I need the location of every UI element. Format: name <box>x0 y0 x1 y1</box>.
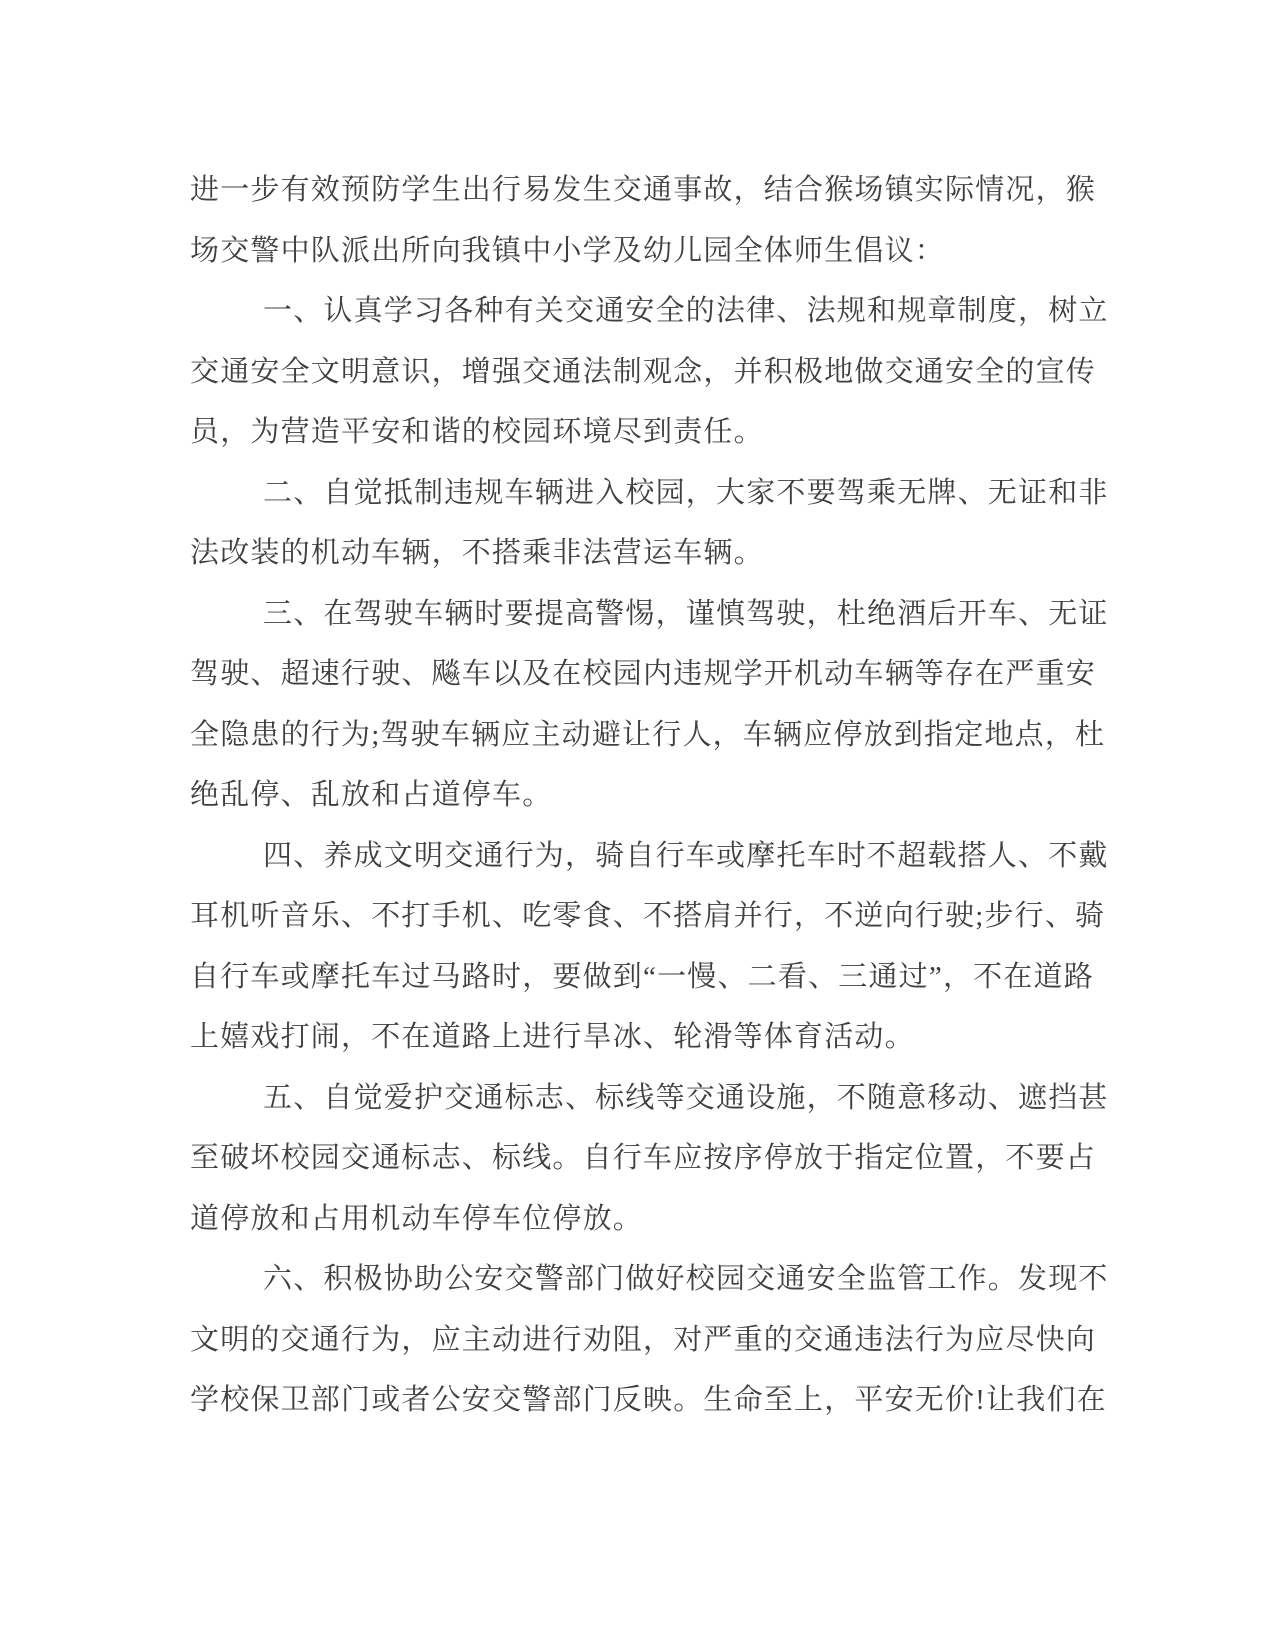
text-line: 自行车或摩托车过马路时，要做到“一慢、二看、三通过”，不在道路 <box>190 960 1094 993</box>
text-line: 耳机听音乐、不打手机、吃零食、不搭肩并行，不逆向行驶;步行、骑 <box>190 900 1106 932</box>
document-body <box>190 160 1125 1431</box>
text-line: 驾驶、超速行驶、飚车以及在校园内违规学开机动车辆等存在严重安 <box>190 658 1097 690</box>
text-line: 法改装的机动车辆，不搭乘非法营运车辆。 <box>190 537 764 569</box>
text-line: 员，为营造平安和谐的校园环境尽到责任。 <box>190 416 764 448</box>
text-line: 三、在驾驶车辆时要提高警惕，谨慎驾驶，杜绝酒后开车、无证 <box>263 597 1109 630</box>
text-line: 文明的交通行为，应主动进行劝阻，对严重的交通违法行为应尽快向 <box>190 1323 1097 1356</box>
text-line: 进一步有效预防学生出行易发生交通事故，结合猴场镇实际情况，猴 <box>190 174 1097 206</box>
text-line: 二、自觉抵制违规车辆进入校园，大家不要驾乘无牌、无证和非 <box>263 476 1109 509</box>
text-line: 上嬉戏打闹，不在道路上进行旱冰、轮滑等体育活动。 <box>190 1021 915 1053</box>
text-line: 六、积极协助公安交警部门做好校园交通安全监管工作。发现不 <box>263 1263 1109 1295</box>
text-line: 道停放和占用机动车停车位停放。 <box>190 1202 644 1235</box>
text-line: 至破坏校园交通标志、标线。自行车应按序停放于指定位置，不要占 <box>190 1142 1097 1174</box>
text-line: 一、认真学习各种有关交通安全的法律、法规和规章制度，树立 <box>263 295 1109 327</box>
text-line: 绝乱停、乱放和占道停车。 <box>190 779 553 811</box>
text-line: 场交警中队派出所向我镇中小学及幼儿园全体师生倡议： <box>190 234 946 267</box>
text-line: 全隐患的行为;驾驶车辆应主动避让行人，车辆应停放到指定地点，杜 <box>190 718 1106 751</box>
text-line: 四、养成文明交通行为，骑自行车或摩托车时不超载搭人、不戴 <box>263 839 1109 872</box>
text-line: 交通安全文明意识，增强交通法制观念，并积极地做交通安全的宣传 <box>190 355 1097 388</box>
text-line: 五、自觉爱护交通标志、标线等交通设施，不随意移动、遮挡甚 <box>263 1081 1109 1114</box>
text-line: 学校保卫部门或者公安交警部门反映。生命至上，平安无价!让我们在 <box>190 1384 1107 1416</box>
